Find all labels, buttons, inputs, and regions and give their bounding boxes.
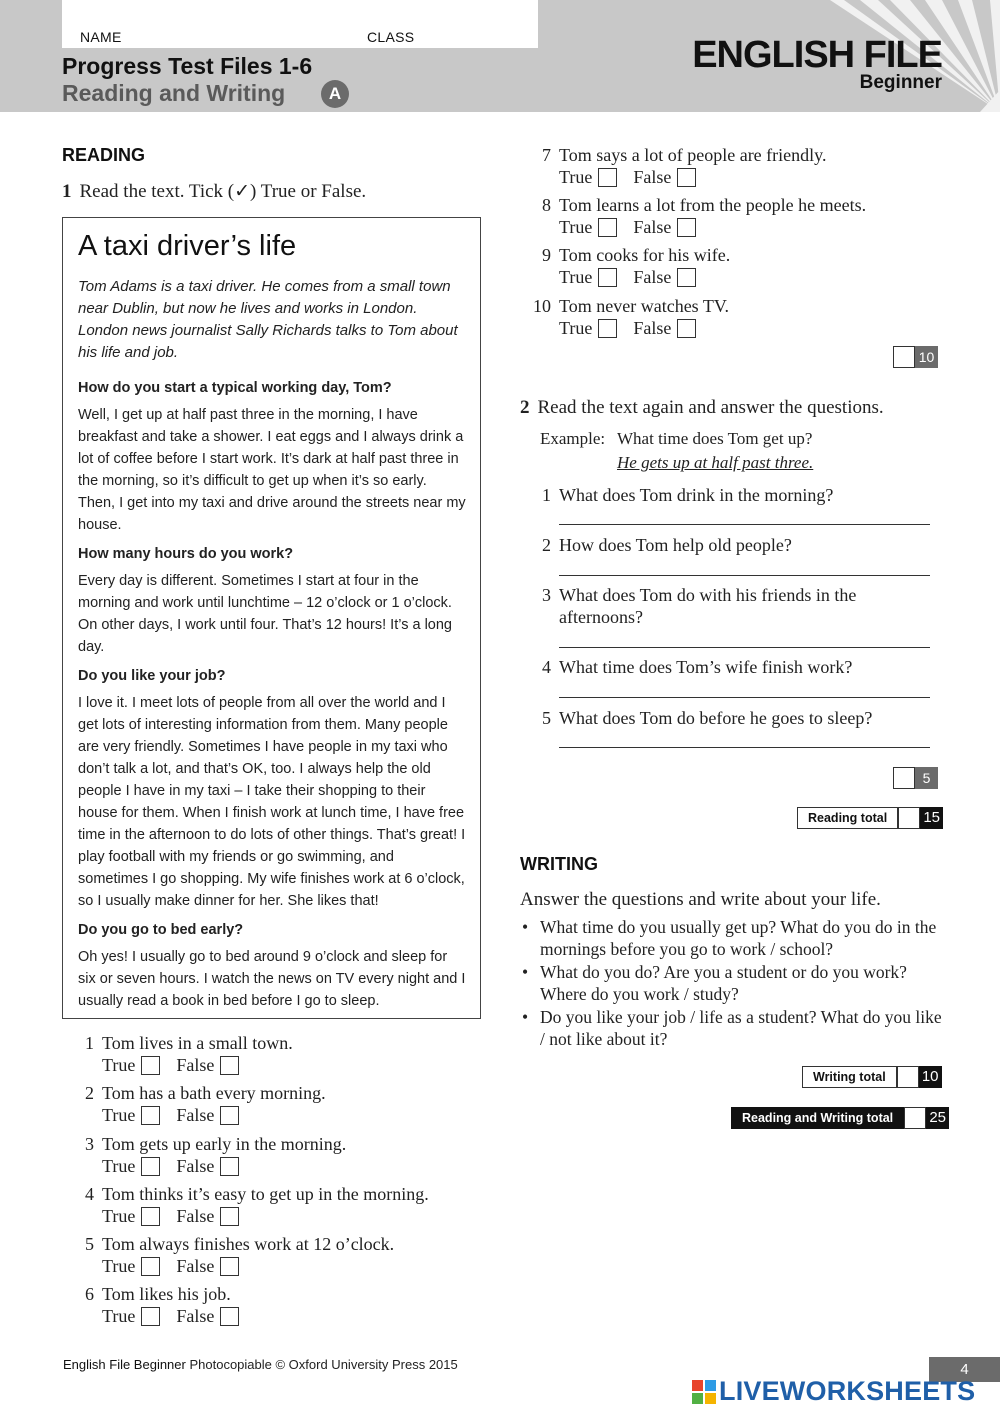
false-label: False [633, 167, 672, 187]
exercise-number: 2 [520, 397, 530, 418]
version-badge: A [321, 80, 349, 108]
true-checkbox[interactable] [598, 168, 617, 187]
false-checkbox[interactable] [220, 1207, 239, 1226]
brand-title: ENGLISH FILE [692, 34, 942, 76]
true-checkbox[interactable] [598, 268, 617, 287]
true-label: True [559, 167, 593, 187]
interview-answer: Oh yes! I usually go to bed around 9 o’clock and sleep for six or seven hours. I watch the news on TV every night and I usually read a book in bed before I go to sleep. [78, 949, 466, 1009]
comprehension-question [531, 707, 931, 729]
question-text: What does Tom do before he goes to sleep? [559, 708, 873, 728]
grand-total-label: Reading and Writing total [731, 1107, 904, 1129]
false-label: False [176, 1105, 215, 1125]
name-label: NAME [80, 29, 122, 45]
question-number: 3 [542, 585, 551, 605]
true-label: True [102, 1055, 136, 1075]
answer-line[interactable] [559, 575, 930, 576]
true-checkbox[interactable] [598, 218, 617, 237]
example-question: What time does Tom get up? [617, 429, 813, 448]
liveworksheets-logo-icon [692, 1380, 716, 1404]
question-text: How does Tom help old people? [559, 535, 792, 555]
false-checkbox[interactable] [220, 1157, 239, 1176]
question-number: 2 [542, 535, 551, 555]
footer-credit [63, 1357, 458, 1372]
true-checkbox[interactable] [141, 1207, 160, 1226]
tf-statement [531, 145, 827, 188]
question-number: 5 [542, 708, 551, 728]
tf-statement [74, 1184, 429, 1227]
writing-total [802, 1066, 942, 1088]
comprehension-question [531, 656, 931, 678]
example-answer: He gets up at half past three. [617, 453, 814, 472]
exercise-2-instruction [520, 397, 884, 419]
true-label: True [102, 1256, 136, 1276]
score-input-box[interactable] [897, 1066, 919, 1088]
score-input-box[interactable] [904, 1107, 926, 1129]
reading-heading: READING [62, 145, 146, 165]
statement-text: Tom learns a lot from the people he meets. [559, 195, 867, 215]
true-label: True [102, 1156, 136, 1176]
exercise-1-instruction [62, 180, 366, 203]
score-input-box[interactable] [893, 346, 915, 368]
answer-line[interactable] [559, 647, 930, 648]
statement-number: 1 [85, 1033, 94, 1053]
answer-line[interactable] [559, 524, 930, 525]
exercise-2-score [893, 767, 938, 789]
interview-answer: Every day is different. Sometimes I start at four in the morning and work until lunchtime – 12 o’clock or 1 o’clock. On other days, I work until four. That’s 12 hours! It’s a long day. [78, 573, 452, 655]
true-label: True [559, 267, 593, 287]
statement-text: Tom always finishes work at 12 o’clock. [102, 1234, 395, 1254]
exercise-1-score [893, 346, 938, 368]
statement-number: 10 [533, 296, 551, 316]
score-input-box[interactable] [893, 767, 915, 789]
statement-number: 3 [85, 1134, 94, 1154]
score-input-box[interactable] [898, 807, 920, 829]
page-header [0, 0, 1000, 112]
true-checkbox[interactable] [141, 1157, 160, 1176]
reading-total-label: Reading total [797, 807, 898, 829]
question-number: 4 [542, 657, 551, 677]
brand-level: Beginner [859, 72, 942, 93]
statement-text: Tom says a lot of people are friendly. [559, 145, 827, 165]
name-class-box [62, 0, 538, 48]
class-label: CLASS [367, 29, 415, 45]
true-checkbox[interactable] [141, 1106, 160, 1125]
true-label: True [559, 318, 593, 338]
false-label: False [633, 318, 672, 338]
false-label: False [176, 1156, 215, 1176]
exercise-number: 1 [62, 181, 72, 202]
false-checkbox[interactable] [220, 1106, 239, 1125]
footer-book: English File Beginner [63, 1357, 186, 1372]
statement-number: 6 [85, 1284, 94, 1304]
writing-prompt: • What do you do? Are you a student or do you work? Where do you work / study? [520, 961, 950, 1005]
false-label: False [176, 1055, 215, 1075]
question-text: What does Tom drink in the morning? [559, 485, 834, 505]
false-checkbox[interactable] [677, 319, 696, 338]
grand-total-score: 25 [926, 1107, 949, 1129]
watermark-text: LIVEWORKSHEETS [719, 1376, 976, 1406]
statement-text: Tom has a bath every morning. [102, 1083, 326, 1103]
instruction-text: Read the text. Tick (✓) True or False. [79, 181, 367, 202]
comprehension-question [531, 534, 931, 556]
false-checkbox[interactable] [677, 168, 696, 187]
tf-statement [74, 1234, 394, 1277]
statement-number: 8 [542, 195, 551, 215]
example-label: Example: [540, 429, 606, 448]
false-label: False [176, 1256, 215, 1276]
statement-text: Tom gets up early in the morning. [102, 1134, 347, 1154]
writing-prompt: • Do you like your job / life as a student? What do you like / not like about it? [520, 1006, 950, 1050]
question-number: 1 [542, 485, 551, 505]
false-label: False [633, 217, 672, 237]
test-subtitle: Reading and Writing [62, 80, 286, 106]
true-checkbox[interactable] [141, 1056, 160, 1075]
statement-text: Tom thinks it’s easy to get up in the morning. [102, 1184, 429, 1204]
true-label: True [102, 1206, 136, 1226]
false-checkbox[interactable] [220, 1257, 239, 1276]
statement-text: Tom never watches TV. [559, 296, 730, 316]
statement-text: Tom likes his job. [102, 1284, 231, 1304]
tf-statement [74, 1033, 293, 1076]
false-checkbox[interactable] [220, 1307, 239, 1326]
false-label: False [176, 1206, 215, 1226]
answer-line[interactable] [559, 697, 930, 698]
true-checkbox[interactable] [598, 319, 617, 338]
article-intro: Tom Adams is a taxi driver. He comes from a small town near Dublin, but now he lives and works in London. London news journalist Sally Richards talks to Tom about his life and job. [78, 278, 458, 361]
reading-total [797, 807, 943, 829]
statement-number: 7 [542, 145, 551, 165]
writing-heading: WRITING [520, 854, 598, 874]
statement-number: 9 [542, 245, 551, 265]
answer-line[interactable] [559, 747, 930, 748]
false-checkbox[interactable] [677, 268, 696, 287]
tf-statement [74, 1134, 346, 1177]
interview-question: How do you start a typical working day, Tom? [78, 380, 392, 396]
statement-text: Tom lives in a small town. [102, 1033, 293, 1053]
grand-total [731, 1107, 949, 1129]
score-max: 10 [915, 346, 938, 368]
statement-number: 2 [85, 1083, 94, 1103]
true-checkbox[interactable] [141, 1307, 160, 1326]
writing-total-label: Writing total [802, 1066, 897, 1088]
article-title: A taxi driver’s life [78, 230, 297, 262]
interview-question: How many hours do you work? [78, 546, 294, 562]
interview-answer: I love it. I meet lots of people from all over the world and I get lots of interesting information from them. Many people are very friendly. Sometimes I have people in my taxi who don’t talk a lot, and that’s OK, too. I always help the old people I have in my taxi – I take their shopping to their house for them. When I finish work at lunch time, I have free time in the afternoon to do lots of other things. That’s great! I play football with my friends or go swimming, and sometimes I go shopping. My wife finishes work at 6 o’clock, so I usually make dinner for her. She likes that! [78, 695, 466, 909]
question-text: What time does Tom’s wife finish work? [559, 657, 853, 677]
false-checkbox[interactable] [220, 1056, 239, 1075]
comprehension-question [531, 484, 931, 506]
tf-statement [531, 245, 730, 288]
true-label: True [102, 1306, 136, 1326]
article-box [62, 217, 481, 1019]
writing-total-score: 10 [919, 1066, 942, 1088]
tf-statement [531, 296, 729, 339]
statement-number: 5 [85, 1234, 94, 1254]
writing-intro: Answer the questions and write about your life. [520, 889, 881, 910]
interview-question: Do you like your job? [78, 668, 226, 684]
false-checkbox[interactable] [677, 218, 696, 237]
interview-question: Do you go to bed early? [78, 922, 244, 938]
tf-statement [74, 1284, 255, 1327]
score-max: 5 [915, 767, 938, 789]
tf-statement [531, 195, 866, 238]
writing-prompts [520, 916, 950, 1051]
reading-total-score: 15 [920, 807, 943, 829]
writing-prompt: • What time do you usually get up? What do you do in the mornings before you go to work / school? [520, 916, 950, 960]
statement-number: 4 [85, 1184, 94, 1204]
true-label: True [559, 217, 593, 237]
instruction-text: Read the text again and answer the questions. [537, 397, 884, 418]
comprehension-question [531, 584, 891, 628]
statement-text: Tom cooks for his wife. [559, 245, 731, 265]
test-title: Progress Test Files 1-6 [62, 53, 313, 79]
liveworksheets-watermark [692, 1376, 975, 1407]
true-checkbox[interactable] [141, 1257, 160, 1276]
tf-statement [74, 1083, 326, 1126]
interview-answer: Well, I get up at half past three in the morning, I have breakfast and take a shower. I eat eggs and I always drink a lot of coffee before I start work. It’s dark at half past three in the morning, so it’s difficult to get up when it’s so early. Then, I get into my taxi and drive around the streets near my house. [78, 407, 466, 533]
question-text: What does Tom do with his friends in the afternoons? [559, 585, 857, 627]
page-number: 4 [929, 1357, 1000, 1382]
footer-copyright: Photocopiable © Oxford University Press 2015 [189, 1357, 458, 1372]
false-label: False [633, 267, 672, 287]
true-label: True [102, 1105, 136, 1125]
false-label: False [176, 1306, 215, 1326]
